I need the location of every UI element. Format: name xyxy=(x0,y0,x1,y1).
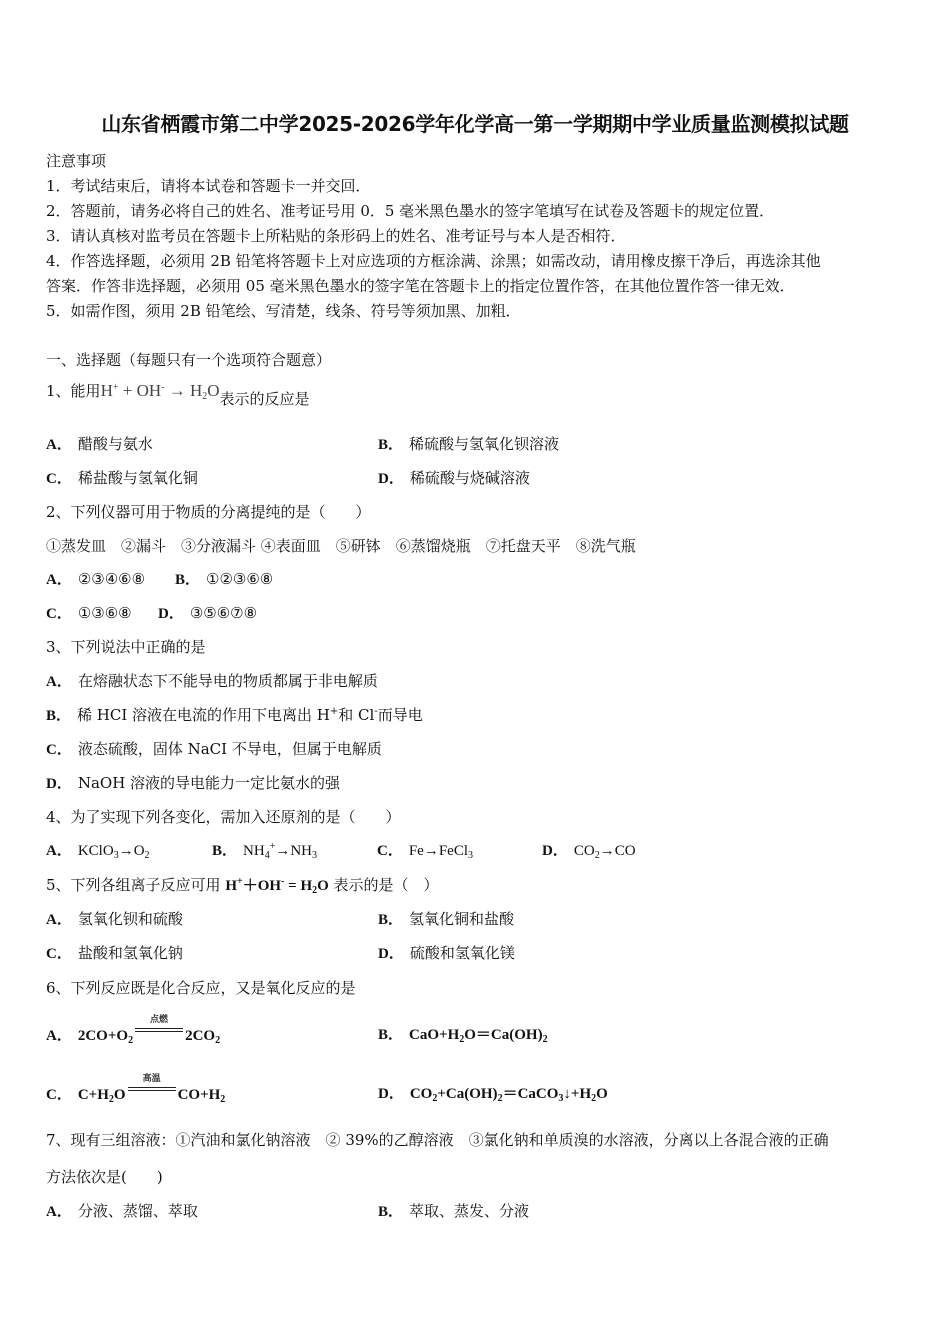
question-6: 6、下列反应既是化合反应，又是氧化反应的是 xyxy=(46,979,356,997)
question-5: 5、下列各组离子反应可用 $H^++OH^- = H_2O$ 表示的是（ ） xyxy=(46,876,439,896)
section-heading: 一、选择题（每题只有一个选项符合题意） xyxy=(46,351,332,369)
notice-item: 3．请认真核对监考员在答题卡上所粘贴的条形码上的姓名、准考证号与本人是否相符． xyxy=(46,227,626,245)
option-d[interactable]: D． ③⑤⑥⑦⑧ xyxy=(158,604,258,622)
option-a[interactable]: A． 醋酸与氨水 xyxy=(46,435,153,453)
question-2: 2、下列仪器可用于物质的分离提纯的是（ ） xyxy=(46,503,371,521)
question-7-line2: 方法依次是( ) xyxy=(46,1168,163,1186)
notice-item: 5．如需作图，须用 2B 铅笔绘、写清楚，线条、符号等须加黑、加粗． xyxy=(46,302,521,320)
option-a[interactable]: A． 在熔融状态下不能导电的物质都属于非电解质 xyxy=(46,672,378,690)
option-c[interactable]: C． 稀盐酸与氢氧化铜 xyxy=(46,469,198,487)
notice-heading: 注意事项 xyxy=(46,152,107,170)
option-c[interactable]: C． ①③⑥⑧ xyxy=(46,604,132,622)
option-a[interactable]: A． 氢氧化钡和硫酸 xyxy=(46,910,183,928)
option-d[interactable]: D． $CO_2\to CO$ xyxy=(542,843,636,861)
question-4: 4、为了实现下列各变化，需加入还原剂的是（ ） xyxy=(46,808,401,826)
reaction-condition: 点燃 xyxy=(135,1028,183,1044)
option-a[interactable]: A． 分液、蒸馏、萃取 xyxy=(46,1202,198,1220)
option-c[interactable]: C． $C+H_2O$ 高温 $CO+H_2$ xyxy=(46,1074,226,1105)
option-b[interactable]: B． 氢氧化铜和盐酸 xyxy=(378,910,515,928)
option-b[interactable]: B． 萃取、蒸发、分液 xyxy=(378,1202,530,1220)
document-title: 山东省栖霞市第二中学2025-2026学年化学高一第一学期期中学业质量监测模拟试题 xyxy=(101,112,849,136)
notice-item: 2．答题前，请务必将自己的姓名、准考证号用 0．5 毫米黑色墨水的签字笔填写在试卷及答题卡的规定位置． xyxy=(46,202,775,220)
option-c[interactable]: C． 液态硫酸，固体 NaCI 不导电，但属于电解质 xyxy=(46,740,382,758)
ionic-formula: $H^+ + OH^- \to H_2O$ xyxy=(100,381,220,402)
notice-item: 1．考试结束后，请将本试卷和答题卡一并交回． xyxy=(46,177,371,195)
option-b[interactable]: B． $CaO+H_2O=Ca(OH)_2$ xyxy=(378,1027,548,1045)
option-d[interactable]: D． $CO_2+Ca(OH)_2=CaCO_3↓+H_2O$ xyxy=(378,1086,608,1104)
option-d[interactable]: D． NaOH 溶液的导电能力一定比氨水的强 xyxy=(46,774,341,792)
question-7: 7、现有三组溶液：①汽油和氯化钠溶液 ② 39%的乙醇溶液 ③氯化钠和单质溴的水溶液，分离以上各混合液的正确 xyxy=(46,1131,829,1149)
notice-item: 答案．作答非选择题，必须用 05 毫米黑色墨水的签字笔在答题卡上的指定位置作答，在其他位置作答一律无效． xyxy=(46,277,795,295)
option-d[interactable]: D． 硫酸和氢氧化镁 xyxy=(378,944,515,962)
question-1: 1、能用$H^+ + OH^- \to H_2O$表示的反应是 xyxy=(46,381,310,408)
option-a[interactable]: A． $KClO_3\to O_2$ xyxy=(46,843,150,861)
instrument-list: ①蒸发皿 ②漏斗 ③分液漏斗 ④表面皿 ⑤研钵 ⑥蒸馏烧瓶 ⑦托盘天平 ⑧洗气瓶 xyxy=(46,537,636,555)
option-b[interactable]: B． ①②③⑥⑧ xyxy=(175,570,274,588)
ionic-formula: $H^++OH^- = H_2O$ xyxy=(225,876,329,896)
notice-item: 4．作答选择题，必须用 2B 铅笔将答题卡上对应选项的方框涂满、涂黑；如需改动，请用橡皮擦干净后，再选涂其他 xyxy=(46,252,821,270)
option-b[interactable]: B． $NH_4^+\to NH_3$ xyxy=(212,841,317,861)
option-a[interactable]: A． $2CO+O_2$ 点燃 $2CO_2$ xyxy=(46,1015,221,1046)
question-3: 3、下列说法中正确的是 xyxy=(46,638,206,656)
option-b[interactable]: B． 稀 HCI 溶液在电流的作用下电离出 H+和 Cl-而导电 xyxy=(46,706,423,724)
option-d[interactable]: D． 稀硫酸与烧碱溶液 xyxy=(378,469,530,487)
option-c[interactable]: C． 盐酸和氢氧化钠 xyxy=(46,944,183,962)
option-b[interactable]: B． 稀硫酸与氢氧化钡溶液 xyxy=(378,435,560,453)
option-c[interactable]: C． Fe→FeCl$_3$ xyxy=(377,843,474,861)
question-number: 1、 xyxy=(46,382,71,400)
option-a[interactable]: A． ②③④⑥⑧ xyxy=(46,570,146,588)
reaction-condition: 高温 xyxy=(128,1087,176,1103)
